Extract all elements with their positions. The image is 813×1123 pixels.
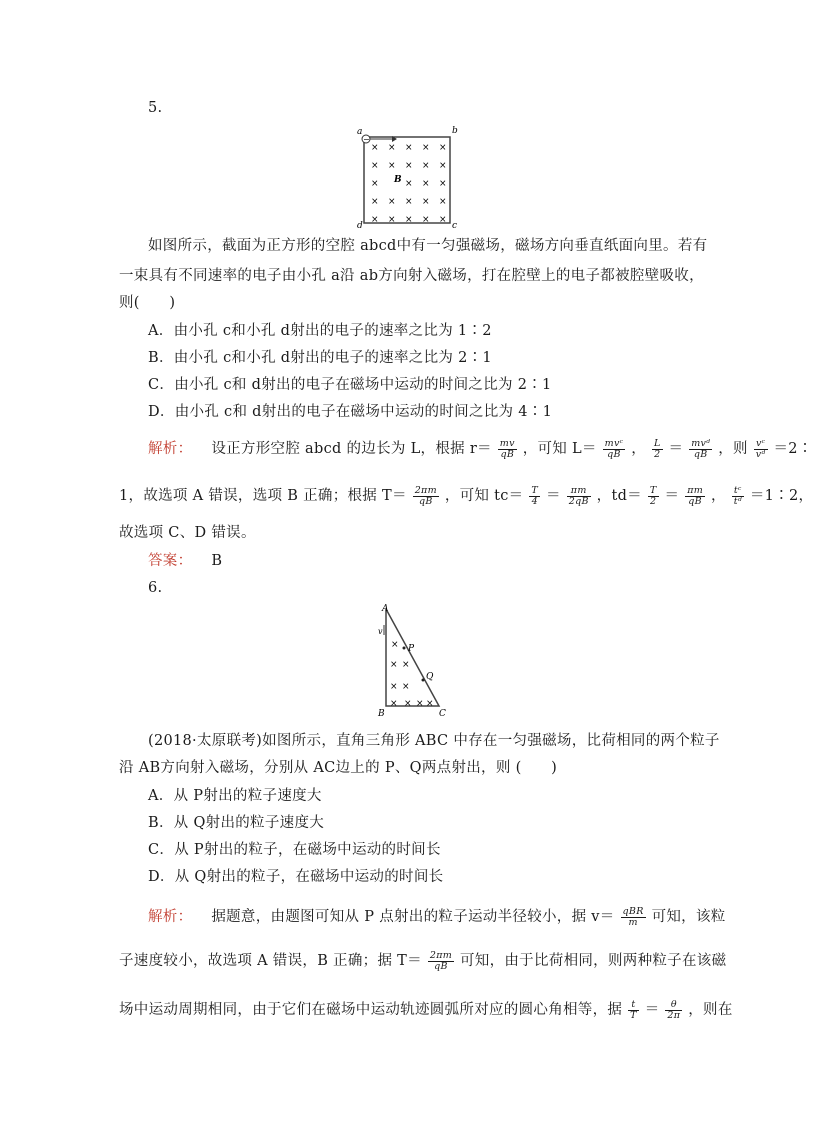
q6-analysis-text: 可知，该粒	[651, 909, 726, 925]
q5-analysis-line-3: 故选项 C、D 错误。	[119, 525, 256, 541]
field-cross-mark: ×	[388, 197, 396, 207]
q5-option-a: A．由小孔 c和小孔 d射出的电子的速率之比为 1∶2	[148, 323, 492, 339]
q5-fraction: $\frac{2\pi m}{qB}$	[414, 484, 437, 507]
q6-label-A: A	[382, 604, 389, 614]
q5-analysis-text: 设正方形空腔 abcd 的边长为 L，根据 r＝	[211, 441, 492, 457]
q5-analysis-text: 1，故选项 A 错误，选项 B 正确；根据 T＝	[119, 488, 407, 504]
field-cross-mark: ×	[405, 161, 413, 171]
q5-analysis-label: 解析：	[148, 441, 193, 457]
q6-analysis-line-1	[148, 906, 726, 928]
q5-stem-line-1: 如图所示，截面为正方形的空腔 abcd中有一匀强磁场，磁场方向垂直纸面向里。若有	[148, 238, 708, 254]
q6-analysis-label: 解析：	[148, 909, 193, 925]
q6-option-d: D．从 Q射出的粒子，在磁场中运动的时间长	[148, 869, 444, 885]
field-cross-mark: ×	[388, 215, 396, 225]
field-cross-mark: ×	[390, 682, 398, 692]
field-cross-mark: ×	[402, 682, 410, 692]
q6-analysis-text: ＝	[644, 1002, 660, 1018]
q5-analysis-text: ＝	[664, 488, 680, 504]
q6-number: 6.	[148, 580, 163, 596]
q6-option-a: A．从 P射出的粒子速度大	[148, 788, 322, 804]
q5-analysis-text: ＝	[545, 488, 561, 504]
q6-label-B: B	[378, 709, 385, 719]
q6-figure-right-triangle	[370, 603, 454, 718]
field-cross-mark: ×	[439, 197, 447, 207]
q5-answer-value: B	[211, 553, 223, 569]
field-cross-mark: ×	[391, 640, 399, 650]
q6-fraction: $\frac{t}{T}$	[630, 998, 637, 1021]
q5-analysis-text: ，	[631, 441, 647, 457]
q5-fraction: $\frac{\text{mvᶜ}}{qB}$	[604, 437, 624, 460]
q5-fraction: $\frac{T}{2}$	[649, 484, 657, 507]
q6-option-b: B．从 Q射出的粒子速度大	[148, 815, 325, 831]
q6-label-P: P	[408, 644, 415, 654]
q6-option-c: C．从 P射出的粒子，在磁场中运动的时间长	[148, 842, 441, 858]
field-cross-mark: ×	[388, 161, 396, 171]
q6-analysis-text: ，则在	[688, 1002, 733, 1018]
field-cross-mark: ×	[439, 215, 447, 225]
field-cross-mark: ×	[405, 143, 413, 153]
q5-label-c: c	[452, 221, 458, 231]
q5-label-B-field: B	[394, 175, 402, 185]
q6-label-v: v	[378, 627, 383, 636]
q5-label-b: b	[452, 126, 458, 136]
q5-fraction: $\frac{\pi m}{qB}$	[687, 484, 704, 507]
q5-stem-line-3: 则( )	[119, 295, 176, 311]
q5-option-d: D．由小孔 c和 d射出的电子在磁场中运动的时间之比为 4∶1	[148, 404, 553, 420]
q6-analysis-line-3	[119, 999, 733, 1021]
q5-figure-square-cavity	[356, 124, 460, 230]
q5-answer-label: 答案：	[148, 553, 193, 569]
q6-fraction: $\frac{\text{qBR}}{m}$	[622, 905, 644, 928]
field-cross-mark: ×	[388, 143, 396, 153]
field-cross-mark: ×	[422, 143, 430, 153]
q6-analysis-text: 可知，由于比荷相同，则两种粒子在该磁	[459, 953, 727, 969]
q6-analysis-text: 场中运动周期相同，由于它们在磁场中运动轨迹圆弧所对应的圆心角相等，据	[119, 1002, 623, 1018]
q5-number: 5.	[148, 100, 163, 116]
q5-analysis-line-2	[119, 485, 813, 507]
q5-analysis-text: ，td＝	[596, 488, 642, 504]
field-cross-mark: ×	[422, 197, 430, 207]
q5-electron-symbol: −	[363, 135, 370, 144]
field-cross-mark: ×	[404, 699, 412, 709]
field-cross-mark: ×	[371, 161, 379, 171]
field-cross-mark: ×	[422, 179, 430, 189]
q5-analysis-line-1	[148, 438, 813, 460]
q5-analysis-text: ，可知 L＝	[522, 441, 597, 457]
q5-fraction: $\frac{\pi m}{2qB}$	[568, 484, 589, 507]
field-cross-mark: ×	[405, 215, 413, 225]
field-cross-mark: ×	[390, 660, 398, 670]
q6-stem-line-2: 沿 AB方向射入磁场，分别从 AC边上的 P、Q两点射出，则 ( )	[119, 760, 558, 776]
q5-analysis-text: ＝	[668, 441, 684, 457]
field-cross-mark: ×	[390, 699, 398, 709]
q5-analysis-text: ＝2∶	[773, 441, 813, 457]
q5-option-b: B．由小孔 c和小孔 d射出的电子的速率之比为 2∶1	[148, 350, 492, 366]
field-cross-mark: ×	[402, 660, 410, 670]
field-cross-mark: ×	[439, 161, 447, 171]
field-cross-mark: ×	[426, 699, 434, 709]
field-cross-mark: ×	[405, 179, 413, 189]
q5-analysis-text: ，则	[718, 441, 748, 457]
q5-stem-line-2: 一束具有不同速率的电子由小孔 a沿 ab方向射入磁场，打在腔壁上的电子都被腔壁吸收，	[119, 268, 704, 284]
field-cross-mark: ×	[422, 161, 430, 171]
q5-analysis-text: ＝1∶2，	[749, 488, 813, 504]
q5-fraction: $\frac{mv}{qB}$	[499, 437, 515, 460]
field-cross-mark: ×	[439, 143, 447, 153]
q6-analysis-line-2	[119, 950, 726, 972]
q6-label-Q: Q	[426, 672, 434, 682]
q5-fraction: $\frac{\text{vᶜ}}{\text{vᵈ}}$	[755, 437, 766, 460]
q5-answer-line	[148, 550, 222, 572]
q6-fraction: $\frac{\theta}{2\pi}$	[667, 998, 681, 1021]
q5-fraction: $\frac{L}{2}$	[653, 437, 661, 460]
q5-option-c: C．由小孔 c和 d射出的电子在磁场中运动的时间之比为 2∶1	[148, 377, 552, 393]
field-cross-mark: ×	[371, 215, 379, 225]
q5-fraction: $\frac{\text{mvᵈ}}{qB}$	[691, 437, 711, 460]
field-cross-mark: ×	[371, 197, 379, 207]
field-cross-mark: ×	[371, 143, 379, 153]
q5-field-crosses	[371, 143, 447, 225]
q6-label-C: C	[439, 709, 446, 719]
field-cross-mark: ×	[422, 215, 430, 225]
q5-label-a: a	[357, 127, 363, 137]
q5-analysis-text: ，可知 tc＝	[444, 488, 524, 504]
q6-stem-line-1: (2018·太原联考)如图所示，直角三角形 ABC 中存在一匀强磁场，比荷相同的两个粒子	[148, 733, 720, 749]
field-cross-mark: ×	[371, 179, 379, 189]
q6-fraction: $\frac{2\pi m}{qB}$	[429, 949, 453, 972]
q5-label-d: d	[357, 221, 363, 231]
q5-fraction: $\frac{T}{4}$	[531, 484, 539, 507]
field-cross-mark: ×	[405, 197, 413, 207]
field-cross-mark: ×	[416, 699, 424, 709]
q5-fraction: $\frac{\text{tᶜ}}{\text{tᵈ}}$	[733, 484, 742, 507]
q5-analysis-text: ，	[710, 488, 726, 504]
q6-analysis-text: 据题意，由题图可知从 P 点射出的粒子运动半径较小，据 v＝	[211, 909, 615, 925]
field-cross-mark: ×	[439, 179, 447, 189]
q6-analysis-text: 子速度较小，故选项 A 错误，B 正确；据 T＝	[119, 953, 422, 969]
